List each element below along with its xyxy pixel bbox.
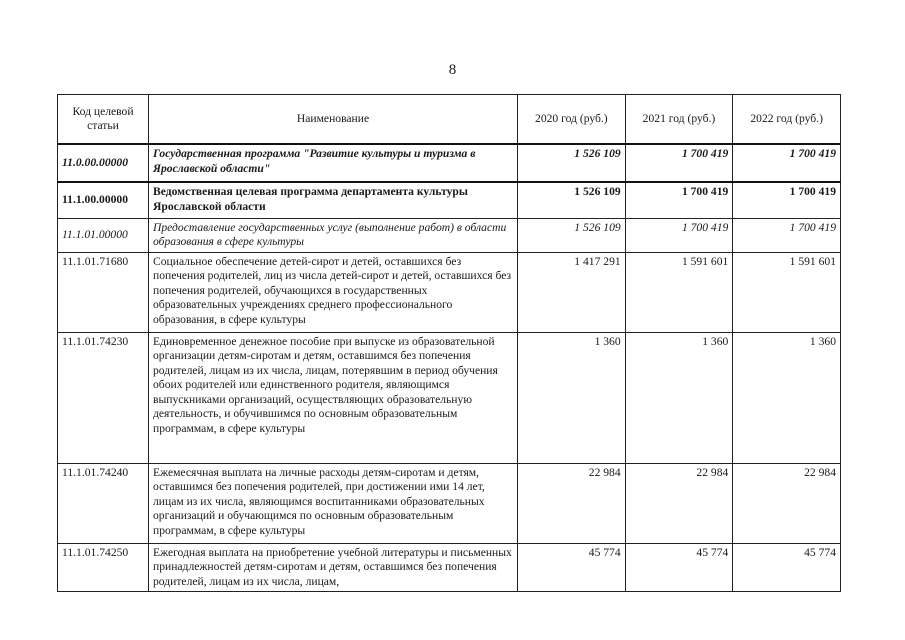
table-row	[58, 332, 841, 463]
value-2021-cell: 1 360	[625, 332, 733, 463]
table-row	[58, 218, 841, 252]
header-name: Наименование	[149, 95, 518, 145]
header-2020: 2020 год (руб.)	[518, 95, 626, 145]
name-cell: Ежегодная выплата на приобретение учебной литературы и письменных принадлежностей детям-сиротам и детям, оставшимся без попечения родителей, лицам из их числа, лицам,	[149, 543, 518, 592]
value-2021-cell: 1 700 419	[625, 218, 733, 252]
value-2022-cell: 22 984	[733, 463, 841, 543]
code-cell: 11.1.01.74230	[58, 332, 149, 463]
budget-table	[57, 94, 841, 592]
value-2020-cell: 45 774	[518, 543, 626, 592]
value-2020-cell: 1 526 109	[518, 182, 626, 218]
name-cell: Ведомственная целевая программа департамента культуры Ярославской области	[149, 182, 518, 218]
value-2020-cell: 1 526 109	[518, 218, 626, 252]
value-2022-cell: 1 700 419	[733, 144, 841, 182]
value-2020-cell: 1 417 291	[518, 252, 626, 332]
header-2021: 2021 год (руб.)	[625, 95, 733, 145]
name-cell: Единовременное денежное пособие при выпуске из образовательной организации детям-сиротам и детям, оставшимся без попечения родителей, лицам из их числа, лицам, потерявшим в период обучения обоих родителей или единственного родителя, являющимся выпускниками организаций, осуществляющих образовательную деятельность, и обучившимся по основным образовательным программам, в сфере культуры	[149, 332, 518, 463]
value-2020-cell: 1 526 109	[518, 144, 626, 182]
table-row	[58, 144, 841, 182]
code-cell: 11.1.01.74240	[58, 463, 149, 543]
name-cell: Социальное обеспечение детей-сирот и детей, оставшихся без попечения родителей, лиц из числа детей-сирот и детей, оставшихся без попечения родителей, обучающихся в государственных образовательных учреждениях среднего профессионального образования, в сфере культуры	[149, 252, 518, 332]
code-cell: 11.1.01.00000	[58, 218, 149, 252]
table-row	[58, 182, 841, 218]
table-row	[58, 252, 841, 332]
page-number: 8	[448, 62, 457, 78]
code-cell: 11.1.00.00000	[58, 182, 149, 218]
value-2020-cell: 22 984	[518, 463, 626, 543]
value-2022-cell: 1 591 601	[733, 252, 841, 332]
value-2022-cell: 45 774	[733, 543, 841, 592]
value-2021-cell: 22 984	[625, 463, 733, 543]
value-2021-cell: 45 774	[625, 543, 733, 592]
value-2022-cell: 1 700 419	[733, 218, 841, 252]
value-2021-cell: 1 591 601	[625, 252, 733, 332]
header-code: Код целевой статьи	[58, 95, 149, 145]
name-cell: Предоставление государственных услуг (выполнение работ) в области образования в сфере культуры	[149, 218, 518, 252]
header-2022: 2022 год (руб.)	[733, 95, 841, 145]
table-row	[58, 463, 841, 543]
code-cell: 11.1.01.74250	[58, 543, 149, 592]
value-2020-cell: 1 360	[518, 332, 626, 463]
table-header-row	[58, 95, 841, 145]
name-cell: Государственная программа "Развитие культуры и туризма в Ярославской области"	[149, 144, 518, 182]
value-2021-cell: 1 700 419	[625, 144, 733, 182]
code-cell: 11.1.01.71680	[58, 252, 149, 332]
code-cell: 11.0.00.00000	[58, 144, 149, 182]
value-2022-cell: 1 700 419	[733, 182, 841, 218]
table-row	[58, 543, 841, 592]
value-2022-cell: 1 360	[733, 332, 841, 463]
name-cell: Ежемесячная выплата на личные расходы детям-сиротам и детям, оставшимся без попечения родителей, при достижении ими 14 лет, лицам из их числа, являющимся воспитанниками образовательных организаций и обучающимся по основным образовательным программам, в сфере культуры	[149, 463, 518, 543]
table-body	[58, 144, 841, 592]
value-2021-cell: 1 700 419	[625, 182, 733, 218]
